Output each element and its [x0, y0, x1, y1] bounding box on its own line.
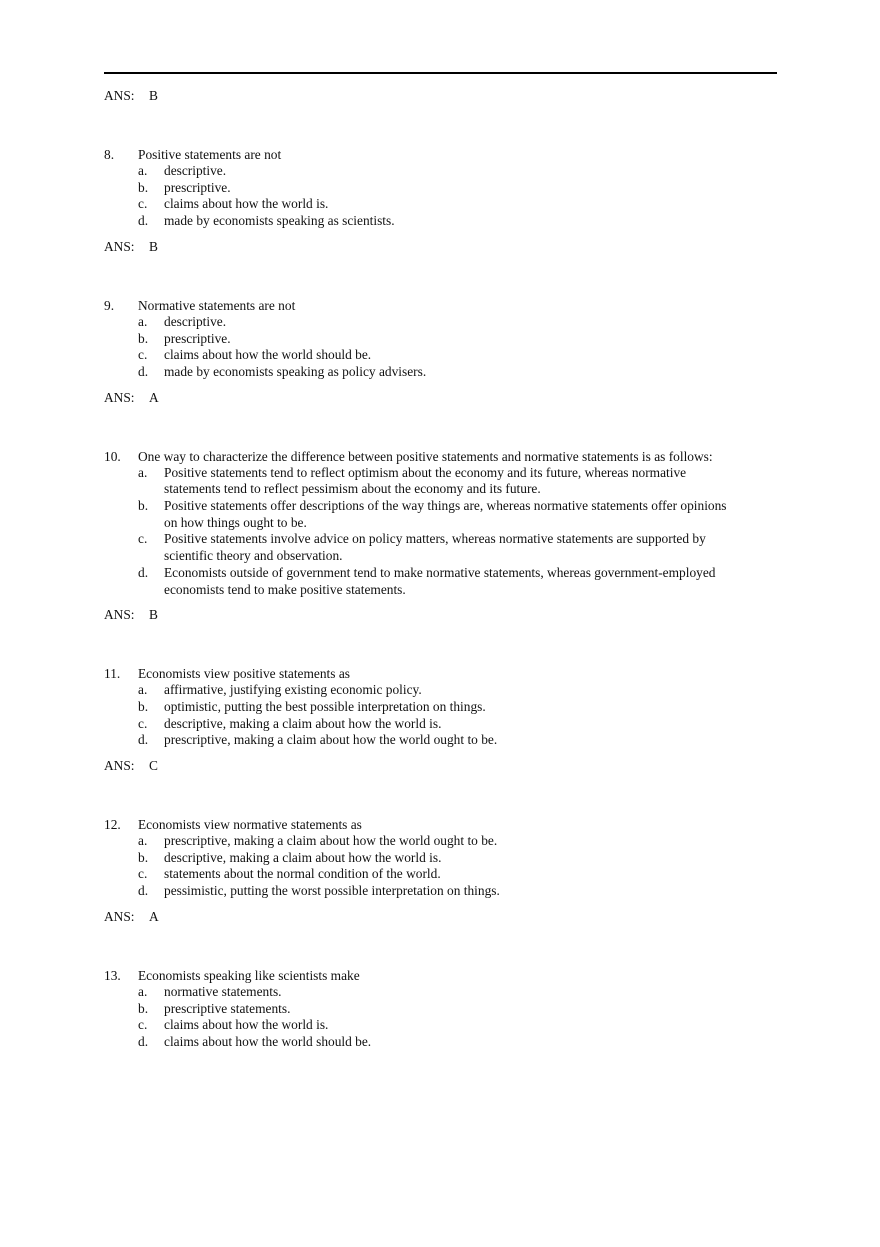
choice-a — [138, 682, 777, 699]
choice-letter: b. — [138, 849, 149, 865]
answer-label: ANS: — [104, 238, 135, 254]
choice-b — [138, 699, 777, 716]
question-stem — [104, 665, 777, 682]
choice-c — [138, 716, 777, 733]
choice-letter: d. — [138, 363, 149, 379]
question-12 — [104, 816, 777, 925]
choice-letter: a. — [138, 983, 148, 999]
answer-label: ANS: — [104, 908, 135, 924]
choice-d — [138, 565, 777, 598]
question-text: One way to characterize the difference between positive statements and normative statements is as follows: — [138, 448, 713, 464]
choice-text: prescriptive statements. — [164, 1000, 291, 1016]
question-number: 9. — [104, 297, 115, 313]
choice-text: prescriptive. — [164, 330, 231, 346]
choice-text: Positive statements tend to reflect optimism about the economy and its future, whereas normative statements tend to reflect pessimism about the economy and its future. — [164, 464, 687, 497]
choice-letter: c. — [138, 531, 148, 547]
choice-letter: c. — [138, 866, 148, 882]
question-number: 13. — [104, 967, 121, 983]
choice-letter: a. — [138, 682, 148, 698]
question-stem — [104, 146, 777, 163]
choice-list — [138, 314, 777, 381]
choice-text: claims about how the world should be. — [164, 347, 372, 363]
choice-c — [138, 347, 777, 364]
choice-letter: d. — [138, 883, 149, 899]
choice-text: prescriptive, making a claim about how the world ought to be. — [164, 833, 498, 849]
choice-c — [138, 196, 777, 213]
choice-b — [138, 180, 777, 197]
choice-text: descriptive, making a claim about how the world is. — [164, 849, 442, 865]
choice-letter: a. — [138, 313, 148, 329]
choice-b — [138, 498, 777, 531]
question-8 — [104, 146, 777, 255]
answer-value: A — [149, 908, 159, 924]
answer-value: B — [149, 88, 158, 103]
question-number: 12. — [104, 817, 121, 833]
choice-list — [138, 984, 777, 1051]
question-number: 8. — [104, 147, 115, 162]
choice-d — [138, 364, 777, 381]
question-9 — [104, 297, 777, 406]
header-divider — [104, 72, 777, 74]
choice-text: descriptive, making a claim about how the world is. — [164, 715, 442, 731]
choice-text: Positive statements offer descriptions of the way things are, whereas normative statements offer opinions on how things ought to be. — [164, 498, 727, 530]
choice-text: Positive statements involve advice on policy matters, whereas normative statements are supported by scientific theory and observation. — [164, 531, 706, 564]
choice-d — [138, 1034, 777, 1051]
choice-a — [138, 163, 777, 180]
answer-label: ANS: — [104, 758, 135, 774]
choice-letter: c. — [138, 347, 148, 363]
choice-letter: b. — [138, 330, 149, 346]
choice-c — [138, 866, 777, 883]
choice-letter: b. — [138, 1000, 149, 1016]
choice-text: statements about the normal condition of the world. — [164, 866, 441, 882]
question-text: Economists view positive statements as — [138, 666, 350, 682]
answer-line — [104, 389, 777, 406]
choice-a — [138, 314, 777, 331]
answer-label: ANS: — [104, 88, 135, 103]
question-stem — [104, 816, 777, 833]
question-11 — [104, 665, 777, 774]
answer-line — [104, 87, 777, 104]
choice-letter: d. — [138, 564, 149, 580]
choice-list — [138, 682, 777, 749]
choice-letter: b. — [138, 179, 149, 195]
choice-c — [138, 531, 777, 564]
choice-a — [138, 465, 777, 498]
answer-value: B — [149, 238, 158, 254]
answer-value: C — [149, 758, 158, 774]
choice-letter: c. — [138, 715, 148, 731]
choice-list — [138, 833, 777, 900]
choice-list — [138, 465, 777, 599]
choice-text: made by economists speaking as policy advisers. — [164, 363, 427, 379]
question-stem — [104, 297, 777, 314]
choice-letter: b. — [138, 498, 149, 514]
choice-letter: a. — [138, 163, 148, 178]
question-stem — [104, 448, 777, 465]
choice-text: prescriptive, making a claim about how the world ought to be. — [164, 732, 498, 748]
choice-letter: c. — [138, 1017, 148, 1033]
choice-text: Economists outside of government tend to make normative statements, whereas government-employed economists tend to make positive statements. — [164, 564, 716, 597]
choice-text: claims about how the world is. — [164, 196, 329, 212]
answer-value: B — [149, 607, 158, 623]
answer-value: A — [149, 389, 159, 405]
answer-line — [104, 908, 777, 925]
choice-d — [138, 213, 777, 230]
question-stem — [104, 967, 777, 984]
answer-line — [104, 238, 777, 255]
choice-letter: c. — [138, 196, 148, 212]
question-text: Positive statements are not — [138, 147, 282, 162]
answer-label: ANS: — [104, 389, 135, 405]
question-text: Economists view normative statements as — [138, 817, 362, 833]
answer-line — [104, 757, 777, 774]
choice-letter: d. — [138, 213, 149, 229]
question-text: Economists speaking like scientists make — [138, 967, 360, 983]
choice-a — [138, 833, 777, 850]
question-list — [104, 87, 777, 1051]
choice-b — [138, 1001, 777, 1018]
choice-list — [138, 163, 777, 230]
answer-line — [104, 606, 777, 623]
choice-b — [138, 331, 777, 348]
choice-d — [138, 883, 777, 900]
choice-text: made by economists speaking as scientists. — [164, 213, 395, 229]
choice-letter: d. — [138, 1033, 149, 1049]
choice-b — [138, 850, 777, 867]
choice-letter: a. — [138, 833, 148, 849]
question-number: 11. — [104, 666, 121, 682]
choice-text: descriptive. — [164, 163, 227, 178]
choice-text: affirmative, justifying existing economic policy. — [164, 682, 422, 698]
question-13 — [104, 967, 777, 1051]
choice-text: prescriptive. — [164, 179, 231, 195]
choice-a — [138, 984, 777, 1001]
question-number: 10. — [104, 448, 121, 464]
choice-text: claims about how the world should be. — [164, 1033, 372, 1049]
choice-text: optimistic, putting the best possible interpretation on things. — [164, 698, 486, 714]
question-text: Normative statements are not — [138, 297, 296, 313]
choice-text: descriptive. — [164, 313, 227, 329]
question-10 — [104, 448, 777, 624]
choice-d — [138, 732, 777, 749]
choice-letter: a. — [138, 464, 148, 480]
choice-letter: b. — [138, 698, 149, 714]
choice-text: normative statements. — [164, 983, 282, 999]
choice-text: claims about how the world is. — [164, 1017, 329, 1033]
answer-label: ANS: — [104, 607, 135, 623]
choice-c — [138, 1017, 777, 1034]
choice-text: pessimistic, putting the worst possible interpretation on things. — [164, 883, 500, 899]
choice-letter: d. — [138, 732, 149, 748]
